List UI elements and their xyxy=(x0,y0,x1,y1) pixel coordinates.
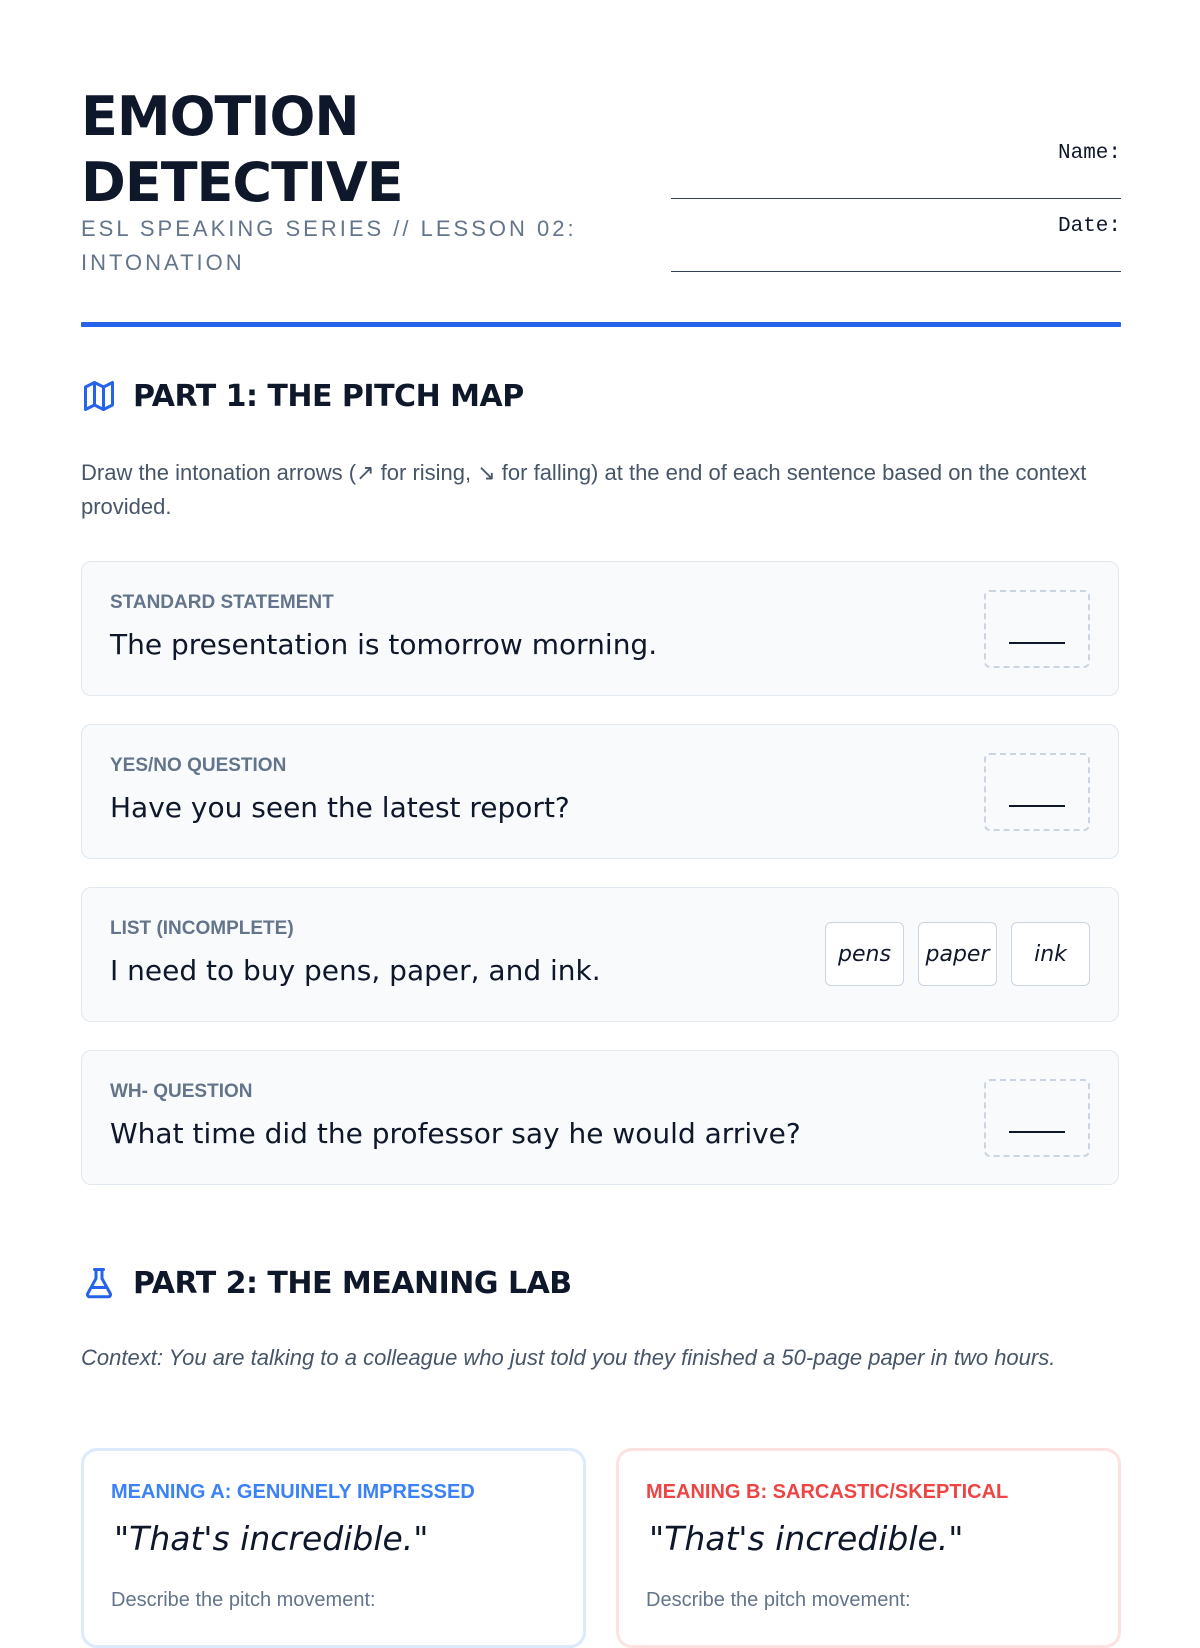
part1-heading xyxy=(81,378,524,414)
meaning-a-prompt: Describe the pitch movement: xyxy=(111,1589,376,1611)
meaning-card-a xyxy=(81,1448,586,1648)
sentence-text: Have you seen the latest report? xyxy=(110,791,570,824)
name-label: Name: xyxy=(1057,142,1121,165)
meaning-a-label: MEANING A: GENUINELY IMPRESSED xyxy=(111,1481,475,1503)
answer-blank xyxy=(1009,805,1065,807)
page-title: EMOTION DETECTIVE xyxy=(81,85,403,214)
meaning-b-quote: "That's incredible." xyxy=(649,1519,964,1558)
meaning-card-b xyxy=(616,1448,1121,1648)
date-label: Date: xyxy=(1057,215,1121,238)
arrow-answer-box[interactable] xyxy=(984,1079,1090,1157)
part2-title: PART 2: THE MEANING LAB xyxy=(133,1265,572,1301)
pitch-card-statement xyxy=(81,561,1119,696)
name-field[interactable] xyxy=(671,142,1121,215)
part1-title: PART 1: THE PITCH MAP xyxy=(133,378,524,414)
sentence-type-label: STANDARD STATEMENT xyxy=(110,592,334,613)
meaning-b-prompt: Describe the pitch movement: xyxy=(646,1589,911,1611)
map-icon xyxy=(81,378,117,414)
sentence-text: I need to buy pens, paper, and ink. xyxy=(110,954,601,987)
part1-instructions: Draw the intonation arrows (↗ for rising, ↘ for falling) at the end of each sentence based on the context provided. xyxy=(81,460,1087,519)
answer-blank xyxy=(1009,1131,1065,1133)
meaning-a-quote: "That's incredible." xyxy=(114,1519,429,1558)
meaning-b-label: MEANING B: SARCASTIC/SKEPTICAL xyxy=(646,1481,1009,1503)
sentence-type-label: WH- QUESTION xyxy=(110,1081,253,1102)
date-line[interactable] xyxy=(671,271,1121,272)
page-subtitle: ESL SPEAKING SERIES // LESSON 02: INTONATION xyxy=(81,216,577,275)
header-divider xyxy=(81,322,1121,327)
flask-icon xyxy=(81,1265,117,1301)
list-word-boxes xyxy=(825,922,1090,986)
pitch-card-wh xyxy=(81,1050,1119,1185)
date-field[interactable] xyxy=(671,215,1121,288)
student-fields xyxy=(671,142,1121,288)
sentence-text: The presentation is tomorrow morning. xyxy=(110,628,658,661)
arrow-answer-box[interactable] xyxy=(984,753,1090,831)
word-box-paper[interactable]: paper xyxy=(918,922,997,986)
pitch-card-yes-no xyxy=(81,724,1119,859)
answer-blank xyxy=(1009,642,1065,644)
arrow-answer-box[interactable] xyxy=(984,590,1090,668)
word-box-pens[interactable]: pens xyxy=(825,922,904,986)
word-box-ink[interactable]: ink xyxy=(1011,922,1090,986)
part2-heading xyxy=(81,1265,572,1301)
sentence-text: What time did the professor say he would arrive? xyxy=(110,1117,801,1150)
name-line[interactable] xyxy=(671,198,1121,199)
sentence-type-label: LIST (INCOMPLETE) xyxy=(110,918,294,939)
part2-context: Context: You are talking to a colleague who just told you they finished a 50-page paper in two hours. xyxy=(81,1345,1056,1370)
sentence-type-label: YES/NO QUESTION xyxy=(110,755,287,776)
pitch-card-list xyxy=(81,887,1119,1022)
worksheet-header xyxy=(81,84,1121,324)
